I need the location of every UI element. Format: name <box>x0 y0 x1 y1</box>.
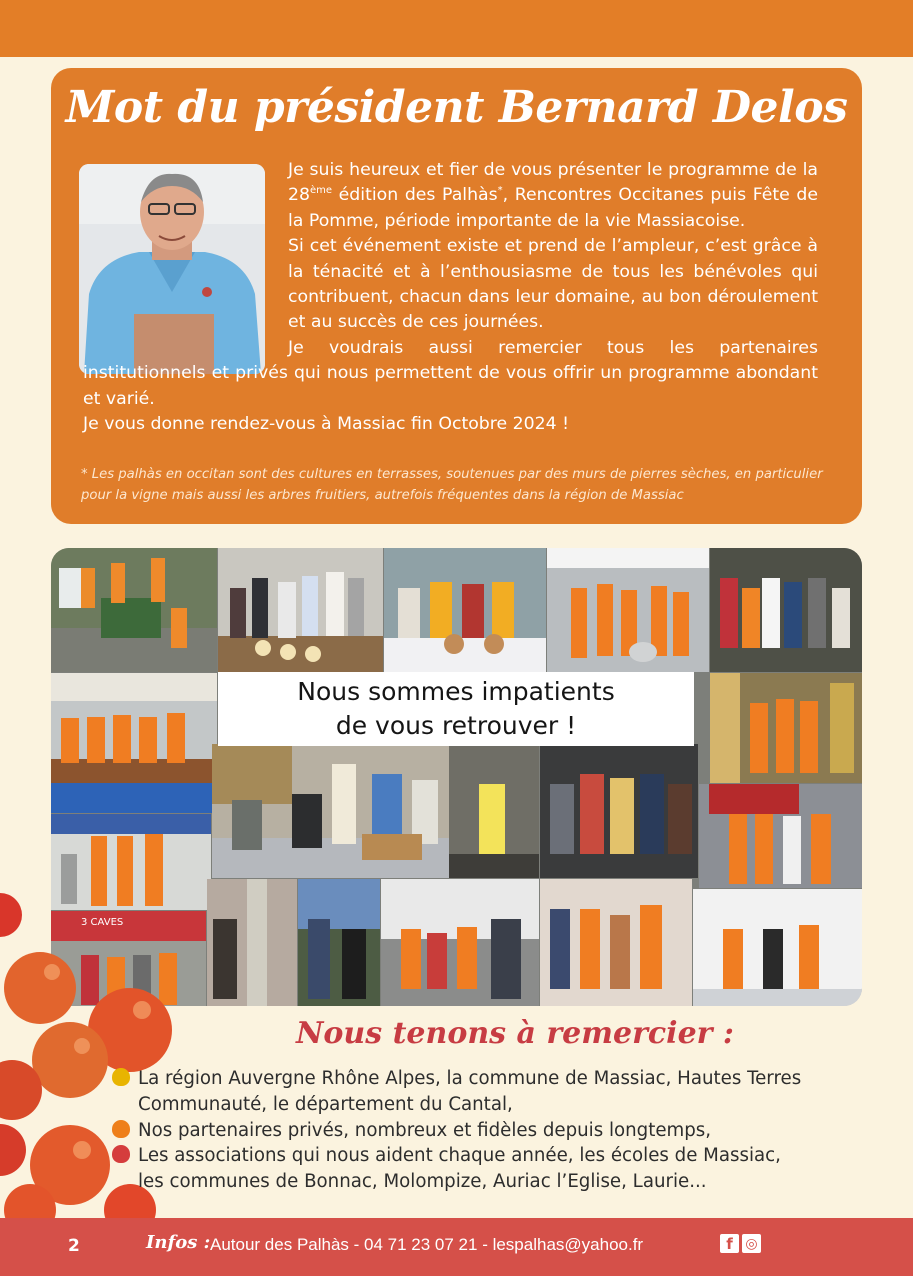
collage-photo-9 <box>212 744 458 878</box>
president-paragraph-3: Je voudrais aussi remercier tous les partenaires institutionnels et privés qui nous permettent de vous offrir un programme abondant et varié. <box>83 337 818 409</box>
collage-photo-6 <box>51 673 217 813</box>
apple-bullet-icon <box>112 1145 130 1163</box>
collage-photo-16 <box>381 879 539 1006</box>
collage-photo-5 <box>710 548 862 672</box>
footnote: * Les palhàs en occitan sont des cultures en terrasses, soutenues par des murs de pierres sèches, en particulier pour la vigne mais aussi les arbres fruitiers, autrefois fréquentes dans la région de Massiac <box>81 467 823 503</box>
collage-photo-1 <box>51 548 217 672</box>
collage-photo-3 <box>384 548 546 672</box>
thanks-item: La région Auvergne Rhône Alpes, la commune de Massiac, Hautes Terres <box>138 1066 838 1092</box>
collage-photo-17 <box>540 879 692 1006</box>
thanks-title: Nous tenons à remercier : <box>296 1016 734 1051</box>
collage-photo-10 <box>449 744 539 878</box>
president-paragraph-1: Je suis heureux et fier de vous présenter le programme de la 28ème édition des Palhàs*, Rencontres Occitanes puis Fête de la Pomme, période importante de la vie Massiacoise. <box>288 160 818 231</box>
caves-sign-text: 3 CAVES <box>81 917 124 928</box>
thanks-item: Les associations qui nous aident chaque année, les écoles de Massiac, <box>138 1143 838 1169</box>
footer-bar <box>0 1218 913 1276</box>
thanks-item: les communes de Bonnac, Molompize, Auriac l’Eglise, Laurie... <box>138 1171 707 1193</box>
thanks-list <box>138 1066 838 1195</box>
president-panel <box>51 68 862 524</box>
facebook-icon[interactable]: f <box>720 1234 739 1253</box>
collage-photo-2 <box>218 548 383 672</box>
president-title: Mot du président Bernard Delos <box>65 82 848 133</box>
top-bar <box>0 0 913 57</box>
collage-photo-7 <box>710 673 862 783</box>
collage-photo-15 <box>298 879 380 1006</box>
infos-label: Infos : <box>146 1232 211 1253</box>
page-number: 2 <box>68 1236 80 1256</box>
collage-photo-11 <box>540 744 698 878</box>
infos-text: Autour des Palhàs - 04 71 23 07 21 - lespalhas@yahoo.fr <box>210 1235 644 1254</box>
apple-bullet-icon <box>112 1068 130 1086</box>
president-paragraph-4: Je vous donne rendez-vous à Massiac fin Octobre 2024 ! <box>83 414 570 435</box>
president-text <box>83 158 818 437</box>
thanks-item: Communauté, le département du Cantal, <box>138 1093 513 1115</box>
instagram-icon[interactable]: ◎ <box>742 1234 761 1253</box>
thanks-item: Nos partenaires privés, nombreux et fidèles depuis longtemps, <box>138 1118 838 1144</box>
collage-photo-18 <box>693 889 862 1006</box>
banner-line-1: Nous sommes impatients <box>297 677 615 706</box>
banner-line-2: de vous retrouver ! <box>335 711 577 740</box>
president-paragraph-2: Si cet événement existe et prend de l’ampleur, c’est grâce à la ténacité et à l’enthousiasme de tous les bénévoles qui contribuent, chacun dans leur domaine, au bon déroulement et au succès de ces journées. <box>288 236 818 333</box>
collage-photo-12 <box>699 784 862 888</box>
apple-bullet-icon <box>112 1120 130 1138</box>
collage-banner <box>218 672 694 746</box>
collage-photo-4 <box>547 548 709 672</box>
